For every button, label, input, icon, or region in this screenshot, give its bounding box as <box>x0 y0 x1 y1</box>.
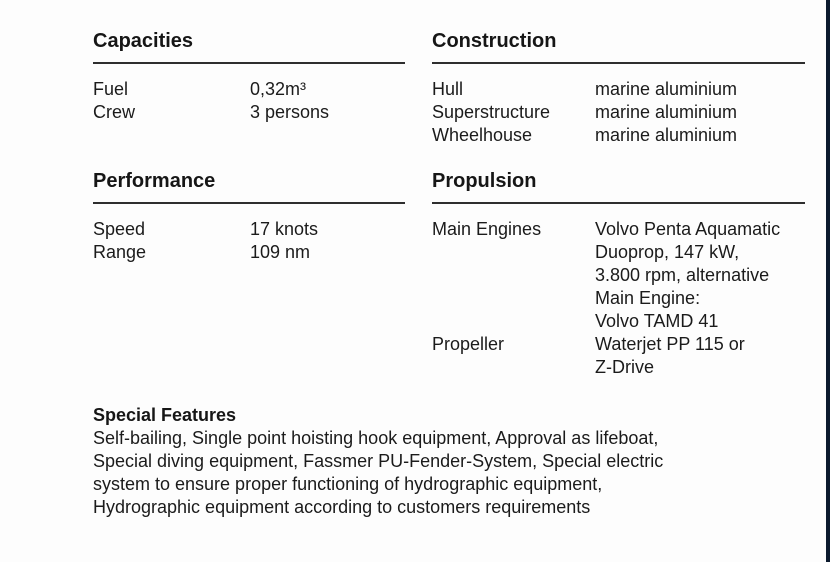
section-propulsion <box>432 168 805 379</box>
section-capacities <box>93 28 405 124</box>
section-title-propulsion: Propulsion <box>432 170 537 192</box>
section-title-special-features: Special Features <box>93 405 237 425</box>
section-special-features <box>93 404 783 519</box>
section-rule <box>432 62 805 64</box>
spec-label: Fuel <box>93 79 129 99</box>
section-rule <box>432 202 805 204</box>
spec-value: 17 knots <box>250 219 319 239</box>
section-title-performance: Performance <box>93 170 216 192</box>
spec-value: Waterjet PP 115 or Z-Drive <box>595 334 745 377</box>
spec-label: Range <box>93 242 147 262</box>
spec-row-superstructure <box>432 101 805 124</box>
spec-label: Speed <box>93 219 146 239</box>
spec-value: 0,32m³ <box>250 79 307 99</box>
page-edge-accent-bar <box>826 0 830 562</box>
spec-row-speed <box>93 218 405 241</box>
spec-label: Propeller <box>432 334 505 354</box>
spec-value: marine aluminium <box>595 102 738 122</box>
spec-row-hull <box>432 78 805 101</box>
spec-value: marine aluminium <box>595 79 738 99</box>
spec-row-range <box>93 241 405 264</box>
section-performance <box>93 168 405 264</box>
special-features-text: Self-bailing, Single point hoisting hook equipment, Approval as lifeboat, Special diving equipment, Fassmer PU-Fender-System, Special electric system to ensure proper functioning of hydrographic equipment, Hydrographic equipment according to customers requirements <box>93 428 664 517</box>
spec-row-crew <box>93 101 405 124</box>
spec-row-wheelhouse <box>432 124 805 147</box>
spec-value: 109 nm <box>250 242 311 262</box>
spec-value: Volvo Penta Aquamatic Duoprop, 147 kW, 3.800 rpm, alternative Main Engine: Volvo TAMD 41 <box>595 219 781 331</box>
spec-row-main-engines <box>432 218 805 333</box>
spec-label: Crew <box>93 102 136 122</box>
section-title-construction: Construction <box>432 30 557 52</box>
spec-row-fuel <box>93 78 405 101</box>
spec-label: Main Engines <box>432 219 542 239</box>
section-title-capacities: Capacities <box>93 30 194 52</box>
spec-row-propeller <box>432 333 805 379</box>
spec-label: Wheelhouse <box>432 125 533 145</box>
spec-value: marine aluminium <box>595 125 738 145</box>
spec-value: 3 persons <box>250 102 330 122</box>
section-construction <box>432 28 805 147</box>
spec-label: Hull <box>432 79 464 99</box>
section-rule <box>93 202 405 204</box>
spec-label: Superstructure <box>432 102 551 122</box>
section-rule <box>93 62 405 64</box>
